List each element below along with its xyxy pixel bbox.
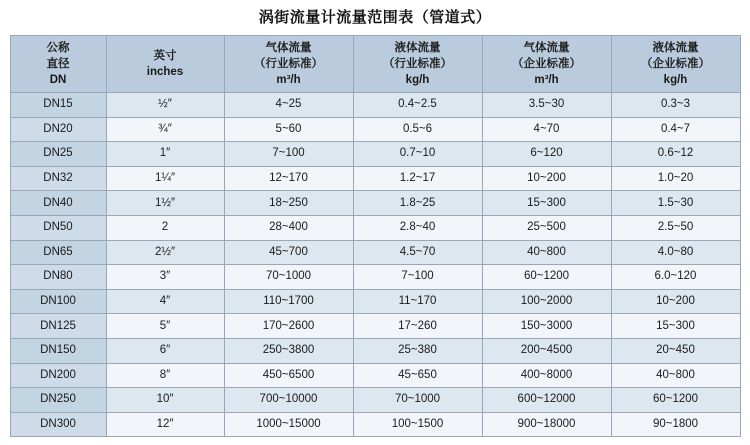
cell-text: 4~25 — [275, 98, 302, 111]
cell-text: 0.3~3 — [660, 98, 691, 111]
cell-dn — [10, 363, 106, 388]
table-row — [10, 93, 740, 118]
cell-gas-enterprise — [482, 240, 611, 265]
cell-text: DN32 — [43, 172, 73, 185]
cell-text: 1.0~20 — [657, 172, 694, 185]
header-line: 液体流量 — [394, 41, 441, 54]
cell-text: 0.4~7 — [660, 122, 691, 135]
cell-text: 40~800 — [656, 368, 695, 381]
header-line: 直径 — [46, 57, 70, 70]
cell-text: DN25 — [43, 147, 73, 160]
column-header-inches — [106, 36, 224, 93]
cell-liquid-enterprise — [611, 289, 740, 314]
cell-liquid-industry — [353, 215, 482, 240]
cell-gas-industry — [224, 265, 353, 290]
cell-gas-enterprise — [482, 289, 611, 314]
cell-text: 0.5~6 — [402, 122, 433, 135]
header-line: （行业标准） — [383, 57, 452, 70]
cell-inches — [106, 240, 224, 265]
cell-text: 1.2~17 — [399, 172, 436, 185]
cell-text: 200~4500 — [520, 344, 573, 357]
header-line: kg/h — [663, 74, 688, 87]
cell-text: 4.5~70 — [399, 245, 436, 258]
cell-inches — [106, 166, 224, 191]
cell-text: 10~200 — [656, 295, 695, 308]
cell-text: 250~3800 — [262, 344, 315, 357]
cell-liquid-enterprise — [611, 314, 740, 339]
cell-gas-enterprise — [482, 117, 611, 142]
cell-text: DN40 — [43, 196, 73, 209]
cell-liquid-enterprise — [611, 338, 740, 363]
cell-text: 6~120 — [530, 147, 563, 160]
cell-text: 90~1800 — [652, 418, 699, 431]
cell-gas-enterprise — [482, 412, 611, 437]
cell-inches — [106, 93, 224, 118]
cell-text: 20~450 — [656, 344, 695, 357]
cell-gas-enterprise — [482, 265, 611, 290]
header-line: （企业标准） — [641, 57, 710, 70]
cell-text: DN20 — [43, 122, 73, 135]
page-title: 涡街流量计流量范围表（管道式） — [258, 9, 492, 26]
cell-liquid-industry — [353, 338, 482, 363]
cell-liquid-industry — [353, 412, 482, 437]
column-header-nominal-diameter — [10, 36, 106, 93]
cell-liquid-industry — [353, 289, 482, 314]
cell-text: 150~3000 — [520, 319, 573, 332]
cell-liquid-enterprise — [611, 166, 740, 191]
cell-gas-industry — [224, 191, 353, 216]
cell-text: 7~100 — [401, 270, 434, 283]
cell-gas-industry — [224, 363, 353, 388]
table-row — [10, 412, 740, 437]
cell-text: DN15 — [43, 98, 73, 111]
cell-inches — [106, 142, 224, 167]
table-row — [10, 388, 740, 413]
header-line: kg/h — [405, 74, 430, 87]
cell-text: 400~8000 — [520, 368, 573, 381]
cell-text: 11~170 — [398, 295, 437, 308]
cell-text: 1000~15000 — [256, 418, 321, 431]
cell-text: DN200 — [40, 368, 76, 381]
column-header-liquid-flow-industry — [353, 36, 482, 93]
cell-inches — [106, 191, 224, 216]
cell-liquid-enterprise — [611, 191, 740, 216]
cell-liquid-enterprise — [611, 142, 740, 167]
cell-text: 0.4~2.5 — [398, 98, 437, 111]
cell-inches — [106, 363, 224, 388]
cell-dn — [10, 314, 106, 339]
cell-text: 12~170 — [269, 172, 308, 185]
cell-text: 10~200 — [527, 172, 566, 185]
cell-dn — [10, 191, 106, 216]
cell-text: 1¼″ — [154, 172, 176, 185]
cell-text: 100~1500 — [391, 418, 444, 431]
header-line: （行业标准） — [254, 57, 323, 70]
cell-inches — [106, 215, 224, 240]
cell-dn — [10, 117, 106, 142]
cell-gas-enterprise — [482, 142, 611, 167]
cell-text: 700~10000 — [259, 393, 318, 406]
table-row — [10, 166, 740, 191]
cell-text: 70~1000 — [265, 270, 312, 283]
table-header-row — [10, 36, 740, 93]
cell-liquid-industry — [353, 117, 482, 142]
cell-gas-enterprise — [482, 314, 611, 339]
cell-liquid-industry — [353, 314, 482, 339]
cell-text: DN65 — [43, 245, 73, 258]
cell-gas-industry — [224, 142, 353, 167]
cell-text: 70~1000 — [394, 393, 441, 406]
cell-text: 0.6~12 — [657, 147, 694, 160]
cell-text: 4~70 — [533, 122, 560, 135]
cell-gas-industry — [224, 166, 353, 191]
cell-text: 5″ — [159, 319, 171, 332]
cell-text: 17~260 — [398, 319, 437, 332]
cell-liquid-enterprise — [611, 93, 740, 118]
table-row — [10, 191, 740, 216]
cell-dn — [10, 240, 106, 265]
cell-gas-industry — [224, 338, 353, 363]
cell-text: 900~18000 — [517, 418, 576, 431]
cell-text: 3″ — [159, 270, 171, 283]
table-row — [10, 240, 740, 265]
column-header-liquid-flow-enterprise — [611, 36, 740, 93]
cell-inches — [106, 117, 224, 142]
header-line: inches — [146, 66, 184, 78]
cell-gas-industry — [224, 289, 353, 314]
cell-text: 15~300 — [656, 319, 695, 332]
cell-dn — [10, 412, 106, 437]
cell-liquid-enterprise — [611, 215, 740, 240]
cell-liquid-industry — [353, 142, 482, 167]
cell-text: 600~12000 — [517, 393, 576, 406]
cell-text: 45~700 — [269, 245, 308, 258]
table-row — [10, 338, 740, 363]
cell-dn — [10, 265, 106, 290]
cell-text: 8″ — [159, 368, 171, 381]
header-line: m³/h — [534, 74, 559, 87]
cell-gas-industry — [224, 388, 353, 413]
cell-dn — [10, 166, 106, 191]
cell-text: 2½″ — [154, 245, 176, 258]
column-header-gas-flow-enterprise — [482, 36, 611, 93]
cell-liquid-enterprise — [611, 240, 740, 265]
cell-liquid-enterprise — [611, 363, 740, 388]
cell-text: 6.0~120 — [654, 270, 697, 283]
cell-dn — [10, 215, 106, 240]
flow-range-table — [10, 35, 741, 437]
cell-inches — [106, 265, 224, 290]
cell-text: 450~6500 — [262, 368, 315, 381]
cell-liquid-industry — [353, 166, 482, 191]
cell-gas-industry — [224, 215, 353, 240]
cell-gas-industry — [224, 412, 353, 437]
table-row — [10, 363, 740, 388]
table-body — [10, 93, 740, 437]
table-row — [10, 265, 740, 290]
cell-inches — [106, 388, 224, 413]
cell-text: 60~1200 — [652, 393, 699, 406]
cell-gas-enterprise — [482, 338, 611, 363]
cell-gas-enterprise — [482, 215, 611, 240]
cell-text: DN250 — [40, 393, 76, 406]
cell-text: 2.8~40 — [399, 221, 436, 234]
cell-dn — [10, 93, 106, 118]
cell-gas-enterprise — [482, 363, 611, 388]
cell-text: 4″ — [159, 295, 171, 308]
cell-text: 45~650 — [398, 368, 437, 381]
header-line: 气体流量 — [265, 41, 312, 54]
cell-text: DN150 — [40, 344, 76, 357]
cell-liquid-enterprise — [611, 388, 740, 413]
cell-text: 1″ — [159, 147, 171, 160]
cell-text: 110~1700 — [263, 295, 314, 308]
cell-text: 7~100 — [272, 147, 305, 160]
cell-text: 18~250 — [269, 196, 308, 209]
cell-text: DN50 — [43, 221, 73, 234]
cell-liquid-industry — [353, 93, 482, 118]
table-row — [10, 314, 740, 339]
cell-text: 1½″ — [154, 196, 176, 209]
cell-text: DN80 — [43, 270, 73, 283]
header-line: 气体流量 — [523, 41, 570, 54]
cell-text: 2.5~50 — [657, 221, 694, 234]
cell-gas-industry — [224, 240, 353, 265]
cell-text: 10″ — [156, 393, 174, 406]
column-header-gas-flow-industry — [224, 36, 353, 93]
cell-inches — [106, 314, 224, 339]
cell-liquid-enterprise — [611, 412, 740, 437]
cell-text: 25~380 — [398, 344, 437, 357]
cell-text: 6″ — [159, 344, 171, 357]
cell-dn — [10, 289, 106, 314]
cell-text: DN125 — [40, 319, 76, 332]
header-line: 公称 — [46, 41, 70, 54]
cell-text: 60~1200 — [523, 270, 570, 283]
cell-text: 4.0~80 — [657, 245, 694, 258]
cell-text: 28~400 — [269, 221, 308, 234]
cell-text: 25~500 — [527, 221, 566, 234]
cell-text: DN300 — [40, 418, 76, 431]
cell-liquid-industry — [353, 265, 482, 290]
cell-liquid-industry — [353, 191, 482, 216]
cell-text: 12″ — [156, 418, 174, 431]
cell-dn — [10, 142, 106, 167]
header-line: 液体流量 — [652, 41, 699, 54]
cell-gas-enterprise — [482, 93, 611, 118]
cell-text: DN100 — [40, 295, 76, 308]
cell-gas-enterprise — [482, 388, 611, 413]
header-line: （企业标准） — [512, 57, 581, 70]
table-row — [10, 117, 740, 142]
header-line: m³/h — [276, 74, 301, 87]
cell-text: 100~2000 — [520, 295, 573, 308]
table-header — [10, 36, 740, 93]
cell-text: 15~300 — [527, 196, 566, 209]
cell-dn — [10, 338, 106, 363]
cell-gas-industry — [224, 314, 353, 339]
cell-inches — [106, 338, 224, 363]
cell-text: ½″ — [158, 98, 172, 111]
cell-inches — [106, 289, 224, 314]
cell-gas-enterprise — [482, 191, 611, 216]
header-line: DN — [49, 74, 67, 87]
table-row — [10, 215, 740, 240]
cell-text: 0.7~10 — [399, 147, 436, 160]
cell-text: 3.5~30 — [528, 98, 565, 111]
cell-text: 5~60 — [275, 122, 302, 135]
cell-gas-enterprise — [482, 166, 611, 191]
cell-gas-industry — [224, 93, 353, 118]
cell-text: 170~2600 — [262, 319, 315, 332]
cell-liquid-enterprise — [611, 265, 740, 290]
cell-text: 40~800 — [527, 245, 566, 258]
header-line: 英寸 — [153, 49, 177, 62]
cell-text: 1.8~25 — [399, 196, 436, 209]
cell-dn — [10, 388, 106, 413]
cell-inches — [106, 412, 224, 437]
cell-text: ¾″ — [158, 122, 172, 135]
cell-liquid-enterprise — [611, 117, 740, 142]
cell-liquid-industry — [353, 240, 482, 265]
cell-liquid-industry — [353, 388, 482, 413]
table-row — [10, 142, 740, 167]
cell-text: 1.5~30 — [657, 196, 694, 209]
cell-liquid-industry — [353, 363, 482, 388]
cell-gas-industry — [224, 117, 353, 142]
cell-text: 2 — [161, 221, 169, 234]
table-row — [10, 289, 740, 314]
